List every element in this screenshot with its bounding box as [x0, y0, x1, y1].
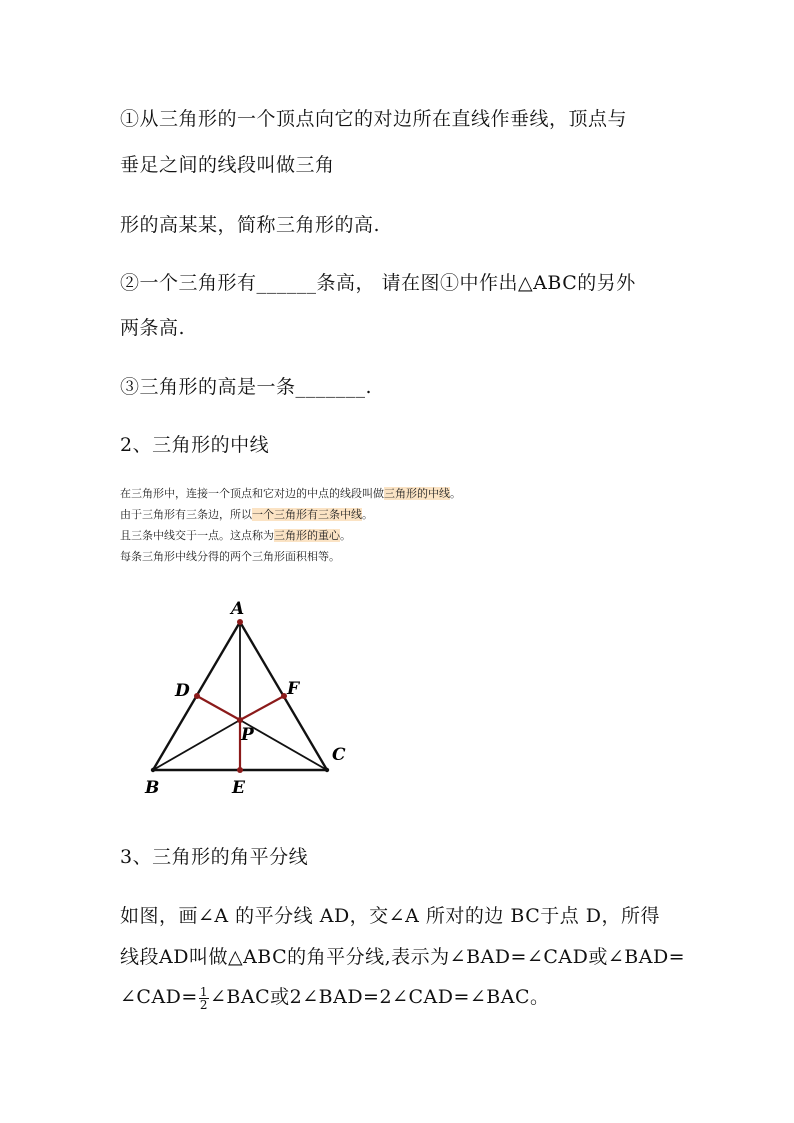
median-note-3: 且三条中线交于一点。这点称为三角形的重心。: [120, 529, 351, 542]
triangle-median-figure: [130, 590, 370, 805]
label-F: F: [287, 679, 300, 699]
fraction-one-half: $\frac{1}{2}$: [199, 984, 208, 1012]
median-segment-PD: [197, 696, 240, 720]
label-E: E: [232, 778, 245, 798]
paragraph-angle-bisector-2: 线段AD叫做△ABC的角平分线,表示为∠BAD=∠CAD或∠BAD=: [120, 946, 686, 968]
median-note-1: 在三角形中，连接一个顶点和它对边的中点的线段叫做三角形的中线。: [120, 487, 461, 500]
median-note-2: 由于三角形有三条边，所以一个三角形有三条中线。: [120, 508, 373, 521]
paragraph-angle-bisector-3: ∠CAD= $\frac{1}{2}$ ∠BAC或2∠BAD=2∠CAD=∠BAC。: [120, 984, 550, 1012]
label-B: B: [145, 778, 160, 798]
highlight-centroid: 三角形的重心: [274, 529, 340, 542]
paragraph-altitude-count-question-2: 两条高.: [120, 317, 186, 339]
highlight-three-medians: 一个三角形有三条中线: [252, 508, 362, 521]
section-heading-angle-bisector: 3、三角形的角平分线: [120, 846, 309, 868]
point-D: [194, 693, 200, 699]
point-B: [151, 768, 155, 772]
paragraph-angle-bisector-1: 如图，画∠A 的平分线 AD，交∠A 所对的边 BC于点 D，所得: [120, 905, 661, 927]
median-B-P: [153, 720, 240, 770]
label-D: D: [175, 681, 190, 701]
point-E: [237, 767, 243, 773]
point-P: [237, 717, 243, 723]
point-C: [325, 768, 329, 772]
median-note-4: 每条三角形中线分得的两个三角形面积相等。: [120, 550, 340, 563]
paragraph-altitude-definition-2: 垂足之间的线段叫做三角: [120, 154, 335, 176]
paragraph-altitude-definition-1: ①从三角形的一个顶点向它的对边所在直线作垂线，顶点与: [120, 108, 628, 130]
label-C: C: [332, 745, 346, 765]
median-segment-PF: [240, 696, 284, 720]
label-A: A: [231, 599, 245, 619]
label-P: P: [241, 725, 254, 745]
section-heading-median: 2、三角形的中线: [120, 434, 270, 456]
paragraph-altitude-type-question: ③三角形的高是一条_______.: [120, 376, 373, 398]
highlight-median-term: 三角形的中线: [384, 487, 450, 500]
paragraph-altitude-count-question: ②一个三角形有______条高， 请在图①中作出△ABC的另外: [120, 272, 636, 294]
point-A: [237, 619, 243, 625]
paragraph-altitude-definition-3: 形的高某某，简称三角形的高.: [120, 214, 381, 236]
